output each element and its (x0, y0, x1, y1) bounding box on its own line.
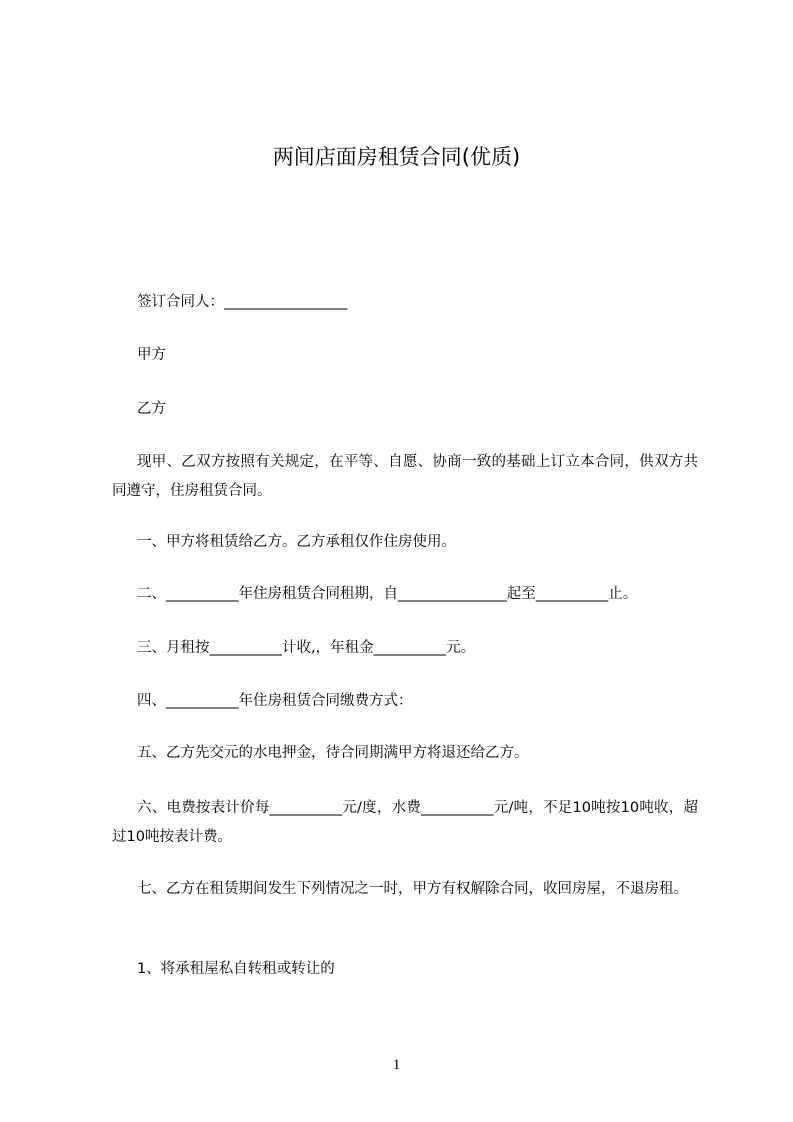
clause-5: 五、乙方先交元的水电押金，待合同期满甲方将退还给乙方。 (137, 745, 529, 761)
clause-7: 七、乙方在租赁期间发生下列情况之一时，甲方有权解除合同，收回房屋，不退房租。 (137, 881, 688, 897)
signatory-line: 签订合同人：_________________ (137, 294, 348, 310)
clause-2: 二、__________年住房租赁合同租期，自_______________起至__________止。 (137, 586, 638, 602)
clause-6: 六、电费按表计价每__________元/度，水费__________元/吨，不足10吨按10吨收，超过10吨按表计费。 (112, 800, 698, 845)
page-number: 1 (392, 1057, 401, 1073)
document-title: 两间店面房租赁合同(优质) (272, 145, 521, 169)
clause-4: 四、__________年住房租赁合同缴费方式： (137, 693, 413, 709)
party-a-label: 甲方 (137, 347, 166, 363)
clause-3: 三、月租按__________计收,，年租金__________元。 (137, 640, 476, 656)
preamble-paragraph: 现甲、乙双方按照有关规定，在平等、自愿、协商一致的基础上订立本合同，供双方共同遵守，住房租赁合同。 (112, 454, 698, 499)
clause-1: 一、甲方将租赁给乙方。乙方承租仅作住房使用。 (137, 534, 456, 550)
party-b-label: 乙方 (137, 401, 166, 417)
list-item-1: 1、将承租屋私自转租或转让的 (137, 961, 335, 977)
